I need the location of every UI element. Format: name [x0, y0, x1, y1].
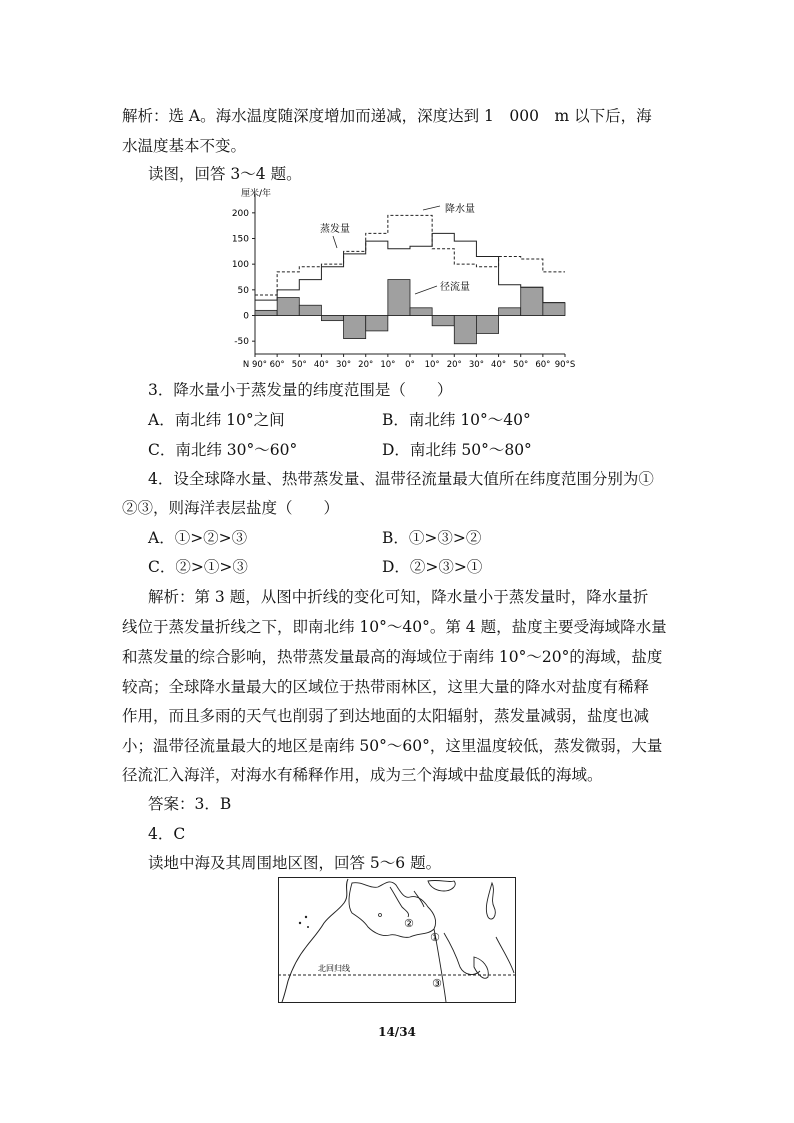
mediterranean-map [278, 877, 516, 1003]
x-tick-label: 10° [380, 360, 396, 370]
runoff-bar [255, 310, 277, 315]
q3-option-b: B．南北纬 10°～40° [382, 411, 531, 429]
runoff-bar [499, 308, 521, 316]
y-tick-label: 0 [243, 311, 249, 322]
x-tick-label: 20° [446, 360, 462, 370]
q3-option-d: D．南北纬 50°～80° [382, 441, 532, 459]
runoff-bar [321, 316, 343, 321]
runoff-bar [410, 308, 432, 316]
x-tick-label: 40° [313, 360, 329, 370]
y-tick-label: 50 [237, 285, 249, 296]
explanation-line-2: 线位于蒸发量折线之下，即南北纬 10°～40°。第 4 题，盐度主要受海域降水量 [122, 618, 667, 636]
x-tick-label: 0° [405, 360, 415, 370]
analysis-line-1: 解析：选 A。海水温度随深度增加而递减，深度达到 1 000 m 以下后，海 [122, 107, 652, 125]
explanation-line-1: 解析：第 3 题，从图中折线的变化可知，降水量小于蒸发量时，降水量折 [148, 588, 649, 606]
answer-line-2: 4．C [148, 825, 186, 843]
runoff-leader [415, 286, 437, 294]
q4-option-d: D．②>③>① [382, 558, 483, 576]
page-number: 14/34 [378, 1025, 416, 1039]
y-tick-label: -50 [234, 337, 249, 348]
runoff-label: 径流量 [440, 282, 470, 293]
tropic-label: 北回归线 [318, 964, 350, 973]
question-4-line-1: 4．设全球降水量、热带蒸发量、温带径流量最大值所在纬度范围分别为① [148, 470, 654, 488]
x-tick-label: 20° [358, 360, 374, 370]
runoff-bar [454, 316, 476, 344]
y-axis-label: 厘米/年 [241, 189, 272, 199]
q4-option-c: C．②>①>③ [148, 558, 248, 576]
x-tick-label: 50° [513, 360, 529, 370]
x-tick-label: 30° [336, 360, 352, 370]
q4-option-a: A．①>②>③ [148, 529, 248, 547]
map-question-intro: 读地中海及其周围地区图，回答 5～6 题。 [148, 854, 442, 872]
x-tick-label: 30° [468, 360, 484, 370]
marker-1: ① [430, 931, 440, 944]
marker-3: ③ [432, 977, 442, 990]
question-4-line-2: ②③，则海洋表层盐度（ ） [122, 499, 340, 517]
runoff-bar [299, 305, 321, 315]
precipitation-label: 降水量 [445, 204, 475, 215]
runoff-bar [432, 316, 454, 326]
q3-option-a: A．南北纬 10°之间 [148, 411, 285, 429]
answer-line-1: 答案：3．B [148, 795, 232, 813]
evaporation-leader [333, 236, 337, 248]
runoff-bar [388, 280, 410, 316]
runoff-bar [543, 303, 565, 316]
analysis-line-2: 水温度基本不变。 [122, 137, 247, 155]
runoff-bar [521, 287, 543, 315]
evaporation-label: 蒸发量 [320, 224, 350, 235]
x-tick-label: N 90° [242, 360, 268, 370]
runoff-bar [277, 298, 299, 316]
runoff-bar [344, 316, 366, 339]
marker-2: ② [404, 917, 414, 930]
x-tick-label: 90°S [554, 360, 576, 370]
explanation-line-7: 径流汇入海洋，对海水有稀释作用，成为三个海域中盐度最低的海域。 [122, 766, 603, 784]
explanation-line-3: 和蒸发量的综合影响，热带蒸发量最高的海域位于南纬 10°～20°的海域，盐度 [122, 648, 663, 666]
q3-option-c: C．南北纬 30°～60° [148, 441, 298, 459]
q4-option-b: B．①>③>② [382, 529, 482, 547]
x-tick-label: 10° [424, 360, 440, 370]
y-tick-label: 150 [231, 234, 249, 245]
x-tick-label: 50° [291, 360, 307, 370]
y-tick-label: 100 [231, 260, 249, 271]
precipitation-leader [423, 206, 440, 210]
y-tick-label: 200 [231, 208, 249, 219]
x-tick-label: 40° [491, 360, 507, 370]
runoff-bar [476, 316, 498, 334]
explanation-line-5: 作用，而且多雨的天气也削弱了到达地面的太阳辐射，蒸发量减弱，盐度也减 [122, 707, 650, 725]
explanation-line-6: 小；温带径流量最大的地区是南纬 50°～60°，这里温度较低，蒸发微弱，大量 [122, 737, 663, 755]
climate-chart [225, 182, 576, 372]
runoff-bar [366, 316, 388, 331]
x-tick-label: 60° [269, 360, 285, 370]
x-tick-label: 60° [535, 360, 551, 370]
question-3: 3．降水量小于蒸发量的纬度范围是（ ） [148, 381, 453, 399]
explanation-line-4: 较高；全球降水量最大的区域位于热带雨林区，这里大量的降水对盐度有稀释 [122, 678, 650, 696]
question-intro: 读图，回答 3～4 题。 [148, 165, 302, 183]
